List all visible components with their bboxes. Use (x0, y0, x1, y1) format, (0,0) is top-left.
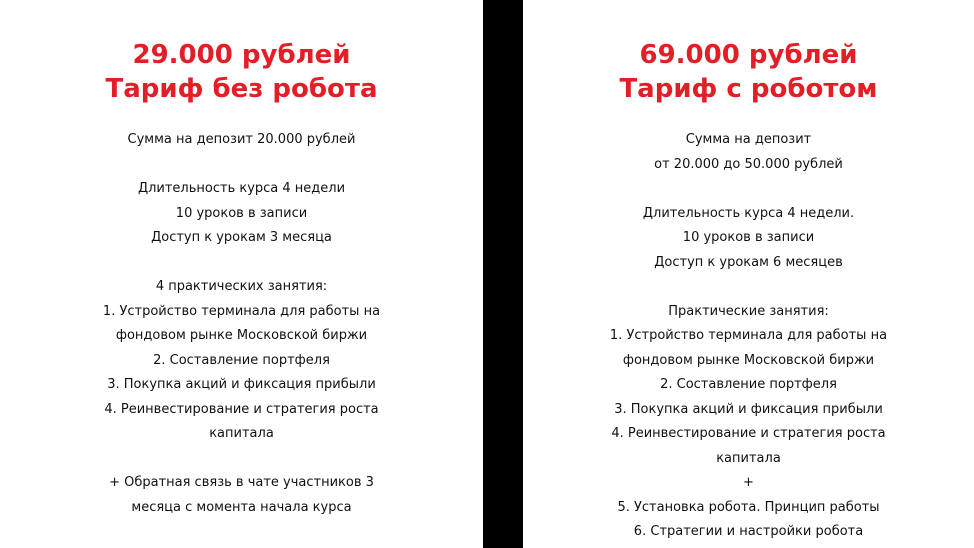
description-line: 3. Покупка акций и фиксация прибыли (614, 401, 883, 417)
plan-title (523, 0, 974, 106)
description-line: фондовом рынке Московской биржи (622, 352, 875, 368)
plan-name: Тариф с роботом (619, 74, 878, 104)
description-line: 5. Установка робота. Принцип работы (617, 499, 880, 515)
description-line: фондовом рынке Московской биржи (115, 328, 368, 343)
plan-description (0, 128, 483, 520)
description-line: + Обратная связь в чате участников 3 (109, 475, 374, 490)
spacer (523, 177, 974, 202)
description-line: 1. Устройство терминала для работы на (102, 303, 381, 319)
description-line: Сумма на депозит 20.000 рублей (127, 132, 356, 147)
spacer (0, 153, 483, 178)
plan-card-without-robot (0, 0, 483, 548)
description-line: 10 уроков в записи (175, 205, 308, 221)
plan-name: Тариф без робота (105, 74, 378, 104)
description-line: Длительность курса 4 недели (137, 181, 346, 196)
description-line: капитала (209, 426, 274, 441)
description-line: Длительность курса 4 недели. (642, 205, 855, 221)
description-line: 2. Составление портфеля (153, 352, 330, 368)
description-line: Сумма на депозит (685, 132, 812, 147)
plan-description (523, 128, 974, 545)
description-line: 3. Покупка акций и фиксация прибыли (107, 377, 376, 392)
description-line: 4. Реинвестирование и стратегия роста (104, 401, 379, 417)
description-line: 10 уроков в записи (682, 230, 815, 245)
description-line: + (743, 475, 754, 490)
description-line: Практические занятия: (668, 303, 829, 319)
description-line: 4 практических занятия: (155, 279, 328, 294)
spacer (0, 251, 483, 276)
description-line: капитала (716, 450, 781, 466)
plan-title (0, 0, 483, 106)
description-line: Доступ к урокам 3 месяца (151, 230, 332, 245)
description-line: 2. Составление портфеля (660, 377, 837, 392)
spacer (0, 447, 483, 472)
description-line: 4. Реинвестирование и стратегия роста (611, 426, 886, 441)
description-line: от 20.000 до 50.000 рублей (654, 156, 843, 172)
column-divider (483, 0, 523, 548)
description-line: 6. Стратегии и настройки робота (633, 524, 864, 539)
plan-price: 29.000 рублей (132, 40, 351, 70)
description-line: месяца с момента начала курса (131, 499, 352, 515)
description-line: 1. Устройство терминала для работы на (609, 328, 888, 343)
description-line: Доступ к урокам 6 месяцев (654, 254, 843, 270)
plan-price: 69.000 рублей (639, 40, 858, 70)
spacer (523, 275, 974, 300)
plan-card-with-robot (523, 0, 974, 548)
